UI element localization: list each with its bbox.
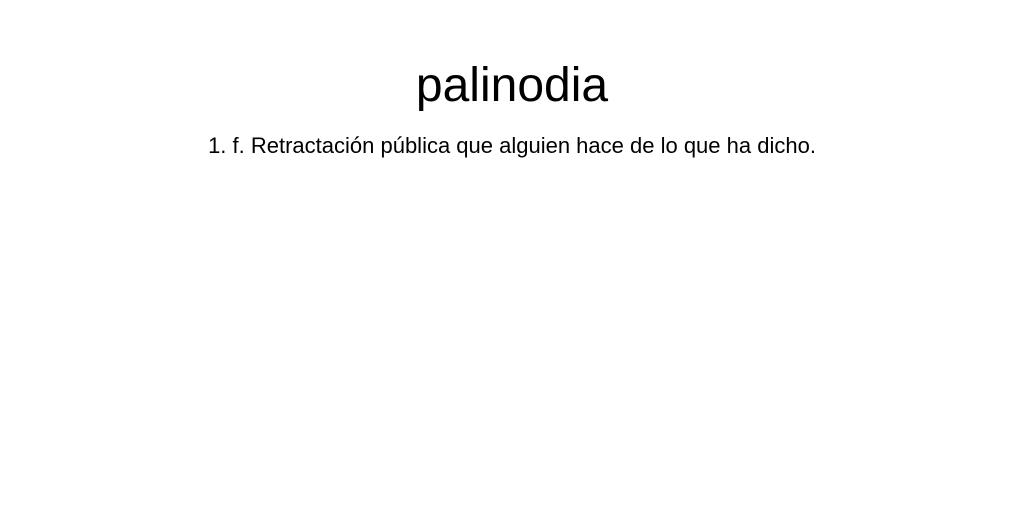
headword: palinodia bbox=[415, 59, 609, 112]
definition: 1. f. Retractación pública que alguien hace de lo que ha dicho. bbox=[208, 133, 816, 158]
